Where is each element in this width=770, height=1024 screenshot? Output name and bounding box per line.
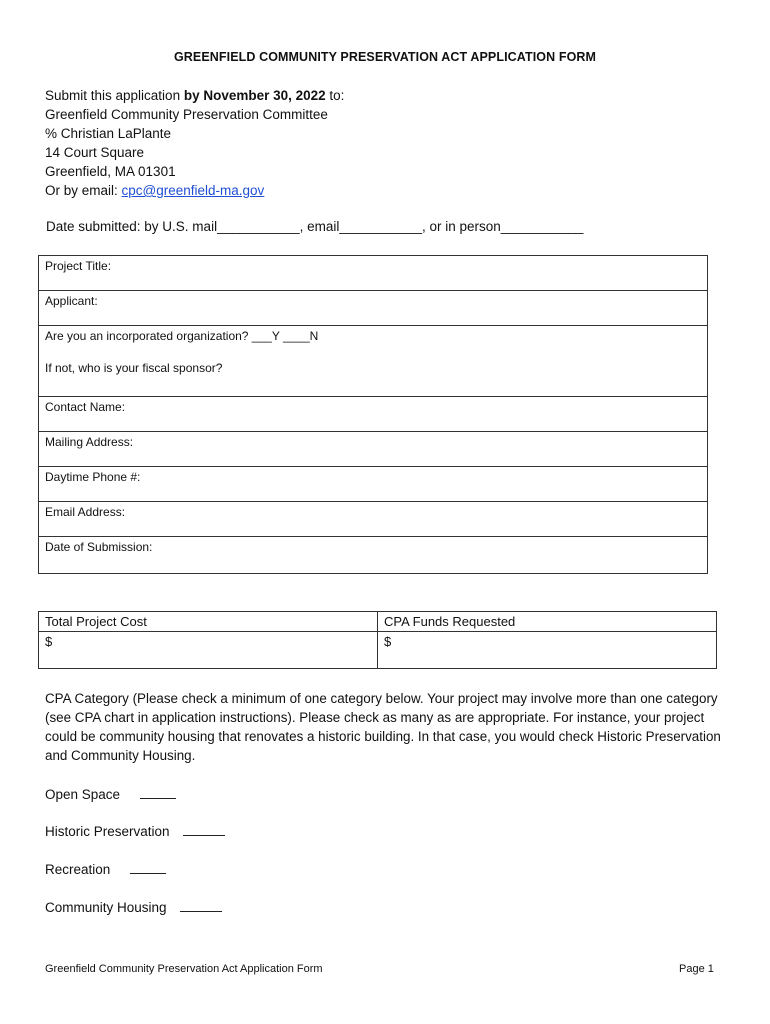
fiscal-sponsor-question: If not, who is your fiscal sponsor? (45, 361, 223, 375)
email-line (45, 181, 344, 200)
recreation-check-blank[interactable] (130, 861, 166, 874)
page-number: Page 1 (679, 963, 714, 975)
cpa-funds-requested-column (377, 612, 716, 668)
open-space-check-blank[interactable] (140, 786, 176, 799)
category-historic-preservation (45, 823, 225, 839)
total-project-cost-label: Total Project Cost (39, 612, 377, 632)
total-project-cost-column (39, 612, 377, 668)
category-instructions: CPA Category (Please check a minimum of one category below. Your project may involve more than one category (see CPA chart in application instructions). Please check as many as are appropriate. For instance, your project could be community housing that renovates a historic building. In that case, you would check Historic Preservation and Community Housing. (45, 691, 721, 763)
recreation-label: Recreation (45, 862, 111, 877)
category-recreation (45, 861, 166, 877)
submit-suffix: to: (325, 88, 345, 103)
category-open-space (45, 786, 176, 802)
mailing-address-field[interactable] (39, 432, 707, 467)
footer-title: Greenfield Community Preservation Act Application Form (45, 963, 323, 975)
incorporated-question: Are you an incorporated organization? ___Y ____N (45, 329, 319, 343)
address-line-city: Greenfield, MA 01301 (45, 164, 176, 179)
cost-table (38, 611, 717, 669)
address-line-committee: Greenfield Community Preservation Committee (45, 107, 328, 122)
form-title: GREENFIELD COMMUNITY PRESERVATION ACT APPLICATION FORM (173, 50, 597, 64)
daytime-phone-label: Daytime Phone #: (45, 470, 141, 484)
date-submitted-line: Date submitted: by U.S. mail___________, email___________, or in person___________ (46, 219, 584, 234)
cpa-funds-requested-input[interactable]: $ (384, 634, 392, 649)
daytime-phone-field[interactable] (39, 467, 707, 502)
email-link[interactable]: cpc@greenfield-ma.gov (121, 183, 265, 198)
applicant-label: Applicant: (45, 294, 98, 308)
email-address-label: Email Address: (45, 505, 126, 519)
contact-name-field[interactable] (39, 397, 707, 432)
community-housing-label: Community Housing (45, 900, 167, 915)
date-of-submission-label: Date of Submission: (45, 540, 153, 554)
category-community-housing (45, 899, 222, 915)
applicant-info-table (38, 255, 708, 574)
address-line-street: 14 Court Square (45, 145, 145, 160)
email-prefix: Or by email: (45, 183, 122, 198)
submission-instructions (45, 86, 344, 200)
total-project-cost-input[interactable]: $ (45, 634, 53, 649)
incorporation-field[interactable] (39, 326, 707, 397)
community-housing-check-blank[interactable] (180, 899, 222, 912)
contact-name-label: Contact Name: (45, 400, 126, 414)
project-title-label: Project Title: (45, 259, 112, 273)
submit-deadline-line (45, 86, 344, 105)
applicant-field[interactable] (39, 291, 707, 326)
historic-preservation-label: Historic Preservation (45, 824, 170, 839)
project-title-field[interactable] (39, 256, 707, 291)
open-space-label: Open Space (45, 787, 121, 802)
date-of-submission-field[interactable] (39, 537, 707, 573)
email-address-field[interactable] (39, 502, 707, 537)
historic-preservation-check-blank[interactable] (183, 823, 225, 836)
submit-prefix: Submit this application (45, 88, 184, 103)
cpa-funds-requested-label: CPA Funds Requested (378, 612, 716, 632)
submit-deadline: by November 30, 2022 (183, 88, 326, 103)
address-line-attention: % Christian LaPlante (45, 126, 172, 141)
mailing-address-label: Mailing Address: (45, 435, 134, 449)
